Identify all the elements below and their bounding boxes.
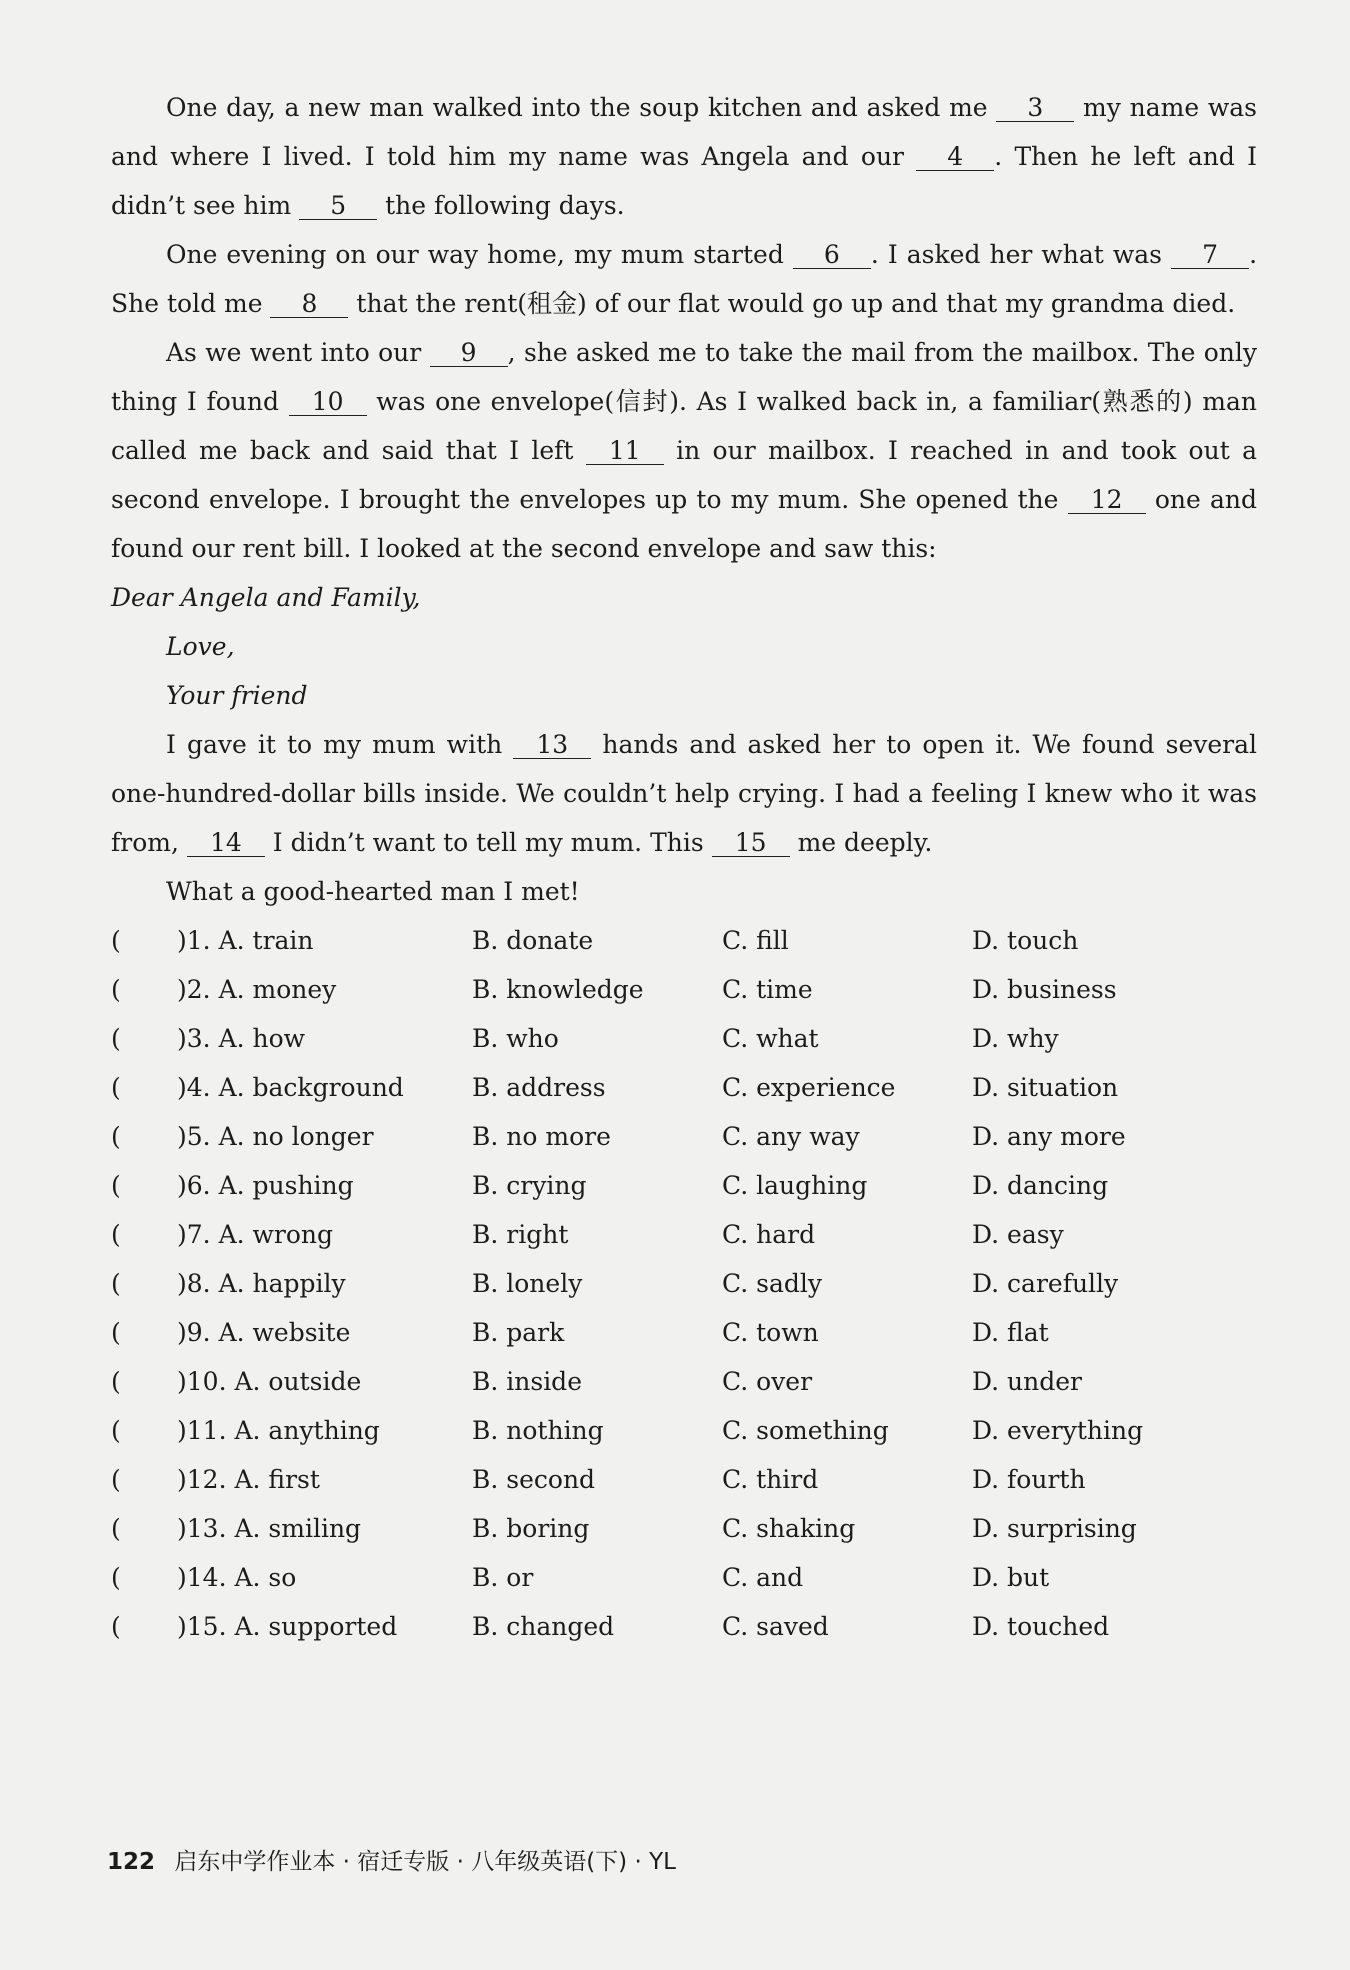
option-a: A. outside — [234, 1367, 362, 1396]
blank-14: 14 — [187, 830, 265, 857]
answer-bracket[interactable]: ( — [111, 1563, 121, 1592]
question-row — [111, 916, 1257, 965]
option-b: B. second — [472, 1465, 596, 1494]
question-number: )9. A. website — [177, 1318, 351, 1347]
question-row — [111, 965, 1257, 1014]
option-b: B. lonely — [472, 1269, 583, 1298]
option-d: D. but — [972, 1563, 1050, 1592]
option-d: D. touched — [972, 1612, 1110, 1641]
paragraph-2: One evening on our way home, my mum started 6 . I asked her what was 7 . She told me 8 that the rent(租金) of our flat would go up and that my grandma died. — [111, 240, 1258, 318]
question-number: )12. A. first — [177, 1465, 320, 1494]
option-c: C. third — [722, 1465, 819, 1494]
option-a: A. website — [218, 1318, 351, 1347]
question-number: )11. A. anything — [177, 1416, 380, 1445]
question-row — [111, 1210, 1257, 1259]
answer-bracket[interactable]: ( — [111, 1269, 121, 1298]
option-b: B. inside — [472, 1367, 582, 1396]
answer-bracket[interactable]: ( — [111, 975, 121, 1004]
option-a: A. anything — [234, 1416, 380, 1445]
question-row — [111, 1014, 1257, 1063]
option-c: C. sadly — [722, 1269, 822, 1298]
question-number: )3. A. how — [177, 1024, 306, 1053]
option-d: D. under — [972, 1367, 1082, 1396]
question-row — [111, 1259, 1257, 1308]
option-c: C. town — [722, 1318, 819, 1347]
option-d: D. touch — [972, 926, 1079, 955]
question-number: )2. A. money — [177, 975, 337, 1004]
answer-bracket[interactable]: ( — [111, 1416, 121, 1445]
option-c: C. something — [722, 1416, 889, 1445]
answer-bracket[interactable]: ( — [111, 1220, 121, 1249]
question-number: )8. A. happily — [177, 1269, 346, 1298]
question-row — [111, 1357, 1257, 1406]
blank-5: 5 — [299, 193, 377, 220]
question-number: )15. A. supported — [177, 1612, 398, 1641]
option-a: A. pushing — [218, 1171, 354, 1200]
blank-15: 15 — [712, 830, 790, 857]
option-b: B. changed — [472, 1612, 615, 1641]
page-number: 122 — [107, 1849, 156, 1875]
letter-closing: Love, — [166, 632, 235, 661]
answer-bracket[interactable]: ( — [111, 1073, 121, 1102]
answer-bracket[interactable]: ( — [111, 1024, 121, 1053]
blank-8: 8 — [270, 291, 348, 318]
paragraph-4: I gave it to my mum with 13 hands and asked her to open it. We found several one-hundred-dollar bills inside. We couldn’t help crying. I had a feeling I knew who it was from, 14 I didn’t want to tell my mum. This 15 me deeply. — [111, 730, 1258, 857]
option-b: B. who — [472, 1024, 559, 1053]
option-a: A. smiling — [234, 1514, 362, 1543]
option-a: A. so — [234, 1563, 297, 1592]
page-footer — [107, 1843, 676, 1876]
option-d: D. dancing — [972, 1171, 1109, 1200]
answer-bracket[interactable]: ( — [111, 1171, 121, 1200]
option-b: B. park — [472, 1318, 565, 1347]
question-row — [111, 1602, 1257, 1651]
question-number: )10. A. outside — [177, 1367, 362, 1396]
question-row — [111, 1406, 1257, 1455]
paragraph-5: What a good-hearted man I met! — [166, 877, 580, 906]
option-b: B. or — [472, 1563, 534, 1592]
paragraph-1: One day, a new man walked into the soup kitchen and asked me 3 my name was and where I lived. I told him my name was Angela and our 4 . Then he left and I didn’t see him 5 the following days. — [111, 93, 1257, 220]
blank-9: 9 — [430, 340, 508, 367]
option-a: A. how — [218, 1024, 306, 1053]
question-row — [111, 1308, 1257, 1357]
option-a: A. supported — [234, 1612, 398, 1641]
question-row — [111, 1161, 1257, 1210]
option-c: C. and — [722, 1563, 804, 1592]
option-b: B. address — [472, 1073, 606, 1102]
option-b: B. crying — [472, 1171, 587, 1200]
question-row — [111, 1112, 1257, 1161]
answer-options — [111, 916, 1257, 1651]
option-c: C. any way — [722, 1122, 860, 1151]
question-number: )1. A. train — [177, 926, 314, 955]
option-d: D. situation — [972, 1073, 1119, 1102]
answer-bracket[interactable]: ( — [111, 1122, 121, 1151]
letter-greeting: Dear Angela and Family, — [111, 583, 421, 612]
blank-11: 11 — [586, 438, 664, 465]
answer-bracket[interactable]: ( — [111, 1465, 121, 1494]
option-b: B. knowledge — [472, 975, 644, 1004]
question-row — [111, 1504, 1257, 1553]
option-b: B. boring — [472, 1514, 590, 1543]
paragraph-3: As we went into our 9 , she asked me to take the mail from the mailbox. The only thing I found 10 was one envelope(信封). As I walked back in, a familiar(熟悉的) man called me back and said that I left 11 in our mailbox. I reached in and took out a second envelope. I brought the envelopes up to my mum. She opened the 12 one and found our rent bill. I looked at the second envelope and saw this: — [111, 338, 1258, 563]
option-c: C. what — [722, 1024, 819, 1053]
question-number: )6. A. pushing — [177, 1171, 354, 1200]
question-row — [111, 1063, 1257, 1112]
option-c: C. saved — [722, 1612, 829, 1641]
option-b: B. no more — [472, 1122, 611, 1151]
option-c: C. over — [722, 1367, 813, 1396]
option-d: D. why — [972, 1024, 1059, 1053]
question-row — [111, 1553, 1257, 1602]
option-d: D. surprising — [972, 1514, 1137, 1543]
question-number: )4. A. background — [177, 1073, 404, 1102]
answer-bracket[interactable]: ( — [111, 1318, 121, 1347]
option-b: B. donate — [472, 926, 594, 955]
option-a: A. background — [218, 1073, 404, 1102]
option-b: B. right — [472, 1220, 569, 1249]
answer-bracket[interactable]: ( — [111, 1367, 121, 1396]
option-d: D. any more — [972, 1122, 1126, 1151]
question-number: )7. A. wrong — [177, 1220, 334, 1249]
option-a: A. happily — [218, 1269, 346, 1298]
blank-13: 13 — [513, 732, 591, 759]
option-c: C. laughing — [722, 1171, 868, 1200]
option-a: A. first — [234, 1465, 320, 1494]
option-d: D. fourth — [972, 1465, 1086, 1494]
letter-signature: Your friend — [166, 681, 308, 710]
option-b: B. nothing — [472, 1416, 604, 1445]
option-a: A. wrong — [218, 1220, 334, 1249]
option-c: C. experience — [722, 1073, 896, 1102]
option-a: A. money — [218, 975, 337, 1004]
answer-bracket[interactable]: ( — [111, 1612, 121, 1641]
option-c: C. shaking — [722, 1514, 856, 1543]
option-d: D. business — [972, 975, 1117, 1004]
option-c: C. time — [722, 975, 813, 1004]
option-c: C. fill — [722, 926, 789, 955]
blank-3: 3 — [996, 95, 1074, 122]
question-number: )13. A. smiling — [177, 1514, 362, 1543]
blank-4: 4 — [916, 144, 994, 171]
option-d: D. everything — [972, 1416, 1144, 1445]
question-number: )14. A. so — [177, 1563, 297, 1592]
option-d: D. easy — [972, 1220, 1064, 1249]
blank-12: 12 — [1068, 487, 1146, 514]
option-d: D. carefully — [972, 1269, 1119, 1298]
answer-bracket[interactable]: ( — [111, 1514, 121, 1543]
question-row — [111, 1455, 1257, 1504]
option-c: C. hard — [722, 1220, 816, 1249]
book-title: 启东中学作业本 · 宿迁专版 · 八年级英语(下) · YL — [174, 1849, 676, 1875]
answer-bracket[interactable]: ( — [111, 926, 121, 955]
blank-6: 6 — [793, 242, 871, 269]
option-a: A. train — [218, 926, 314, 955]
blank-7: 7 — [1171, 242, 1249, 269]
question-number: )5. A. no longer — [177, 1122, 374, 1151]
blank-10: 10 — [289, 389, 367, 416]
cloze-passage — [111, 83, 1257, 916]
option-a: A. no longer — [218, 1122, 374, 1151]
option-d: D. flat — [972, 1318, 1049, 1347]
